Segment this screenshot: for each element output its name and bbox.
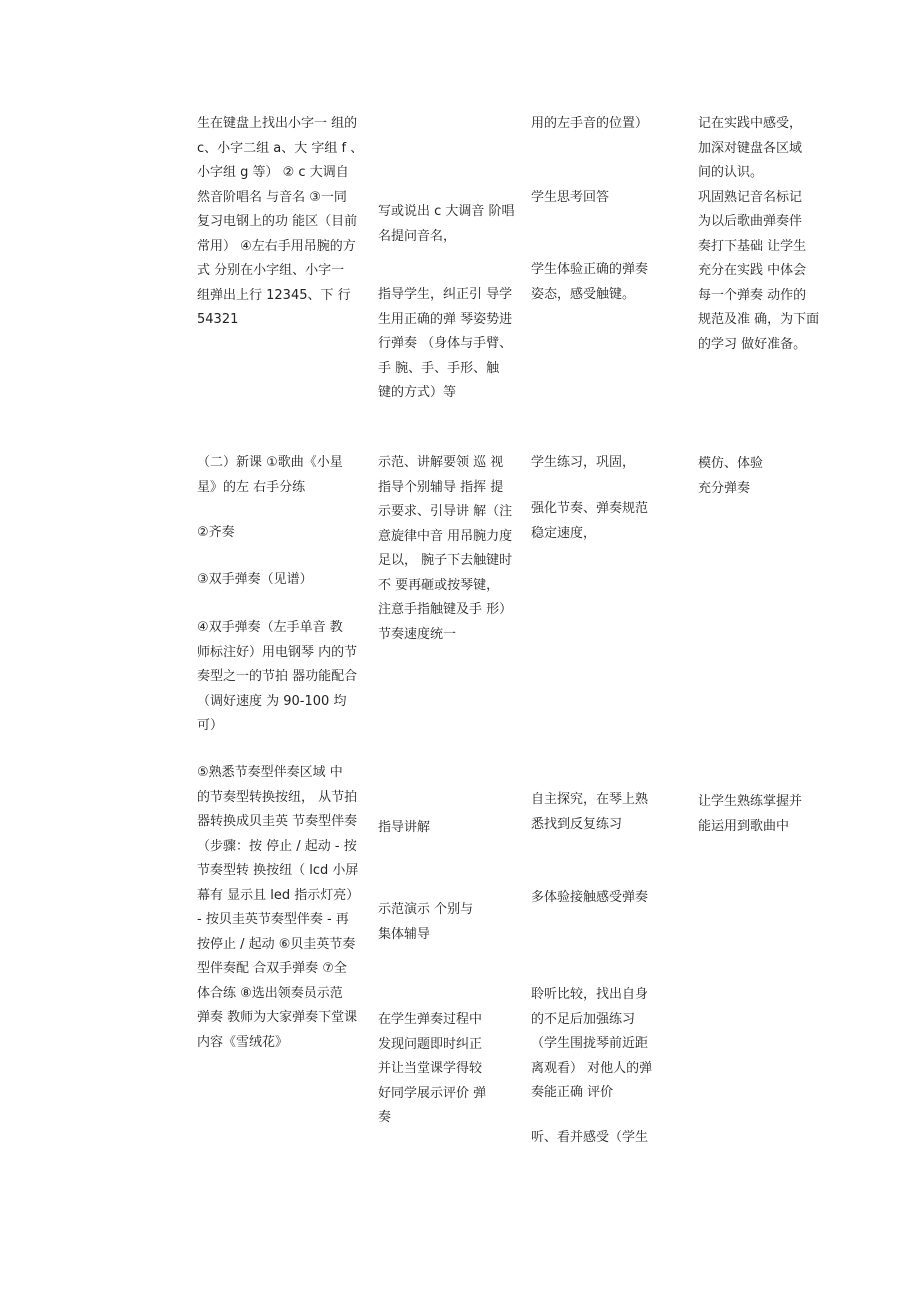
row2-content-text-4: ④双手弹奏（左手单音 教 师标注好）用电钢琴 内的节 奏型之一的节拍 器功能配合 （调好速度 为 90-100 均 可）: [197, 620, 358, 733]
row1-student-activity-2: 学生思考回答: [531, 190, 610, 205]
row3-teacher-activity-2: 示范演示 个别与 集体辅导: [378, 902, 474, 942]
row2-content-text-1: （二）新课 ①歌曲《小星 星》的左 右手分练: [197, 455, 343, 495]
row3-design-intent: 让学生熟练掌握并 能运用到歌曲中: [698, 794, 803, 834]
row3-student-activity-1: 自主探究，在琴上熟 悉找到反复练习: [531, 792, 649, 832]
row2-teacher-activity: 示范、讲解要领 巡 视 指导个别辅导 指挥 提 示要求、引导讲 解（注 意旋律中音 用吊腕力度 足以， 腕子下去触键时 不 要再砸或按琴键， 注意手指触键及手 形） 节奏速度统一: [378, 455, 513, 642]
row2-student-activity-2: 强化节奏、弹奏规范 稳定速度，: [531, 501, 649, 541]
row1-teacher-activity-1: 写或说出 c 大调音 阶唱 名提问音名，: [378, 204, 515, 244]
row1-design-intent: 记在实践中感受， 加深对键盘各区域 间的认识。 巩固熟记音名标记 为以后歌曲弹奏伴 奏打下基础 让学生 充分在实践 中体会 每一个弹奏 动作的 规范及准 确，为下面 的学习 做好准备。: [698, 116, 820, 352]
row2-student-activity-1: 学生练习，巩固，: [531, 455, 636, 470]
row3-student-activity-3: 聆听比较，找出自身 的不足后加强练习 （学生围拢琴前近距 离观看） 对他人的弹 奏能正确 评价: [531, 987, 653, 1100]
row2-content-text-3: ③双手弹奏（见谱）: [197, 572, 313, 587]
row2-design-intent: 模仿、体验 充分弹奏: [698, 456, 764, 496]
row3-student-activity-2: 多体验接触感受弹奏: [531, 890, 649, 905]
row3-teacher-activity-1: 指导讲解: [378, 820, 431, 835]
row3-content-text: ⑤熟悉节奏型伴奏区域 中 的节奏型转换按纽， 从节拍 器转换成贝圭英 节奏型伴奏 （步骤：按 停止 / 起动 - 按 节奏型转 换按纽（ lcd 小屏 幕有 显示且 led 指示灯亮） - 按贝圭英节奏型伴奏 - 再 按停止 / 起动 ⑥贝圭英节奏 型伴奏配 合双手弹奏 ⑦全 体合练 ⑧选出领奏员示范 弹奏 教师为大家弹奏下堂课 内容《雪绒花》: [197, 765, 360, 1050]
row1-content-text: 生在键盘上找出小字一 组的 c、小字二组 a、大 字组 f 、 小字组 g 等） ② c 大调自 然音阶唱名 与音名 ③一同 复习电钢上的功 能区（目前 常用） ④左右手用吊腕的方 式 分别在小字组、小字一 组弹出上行 12345、下 行 54321: [197, 116, 364, 327]
row3-student-activity-4: 听、看并感受（学生: [531, 1130, 649, 1145]
row2-content-text-2: ②齐奏: [197, 525, 235, 540]
row3-teacher-activity-3: 在学生弹奏过程中 发现问题即时纠正 并让当堂课学得较 好同学展示评价 弹 奏: [378, 1012, 487, 1125]
row1-student-activity-1: 用的左手音的位置）: [531, 116, 649, 131]
row1-student-activity-3: 学生体验正确的弹奏 姿态，感受触键。: [531, 262, 649, 302]
row1-teacher-activity-2: 指导学生，纠正引 导学 生用正确的弹 琴姿势进 行弹奏 （身体与手臂、 手 腕、手、手形、触 键的方式）等: [378, 287, 513, 400]
